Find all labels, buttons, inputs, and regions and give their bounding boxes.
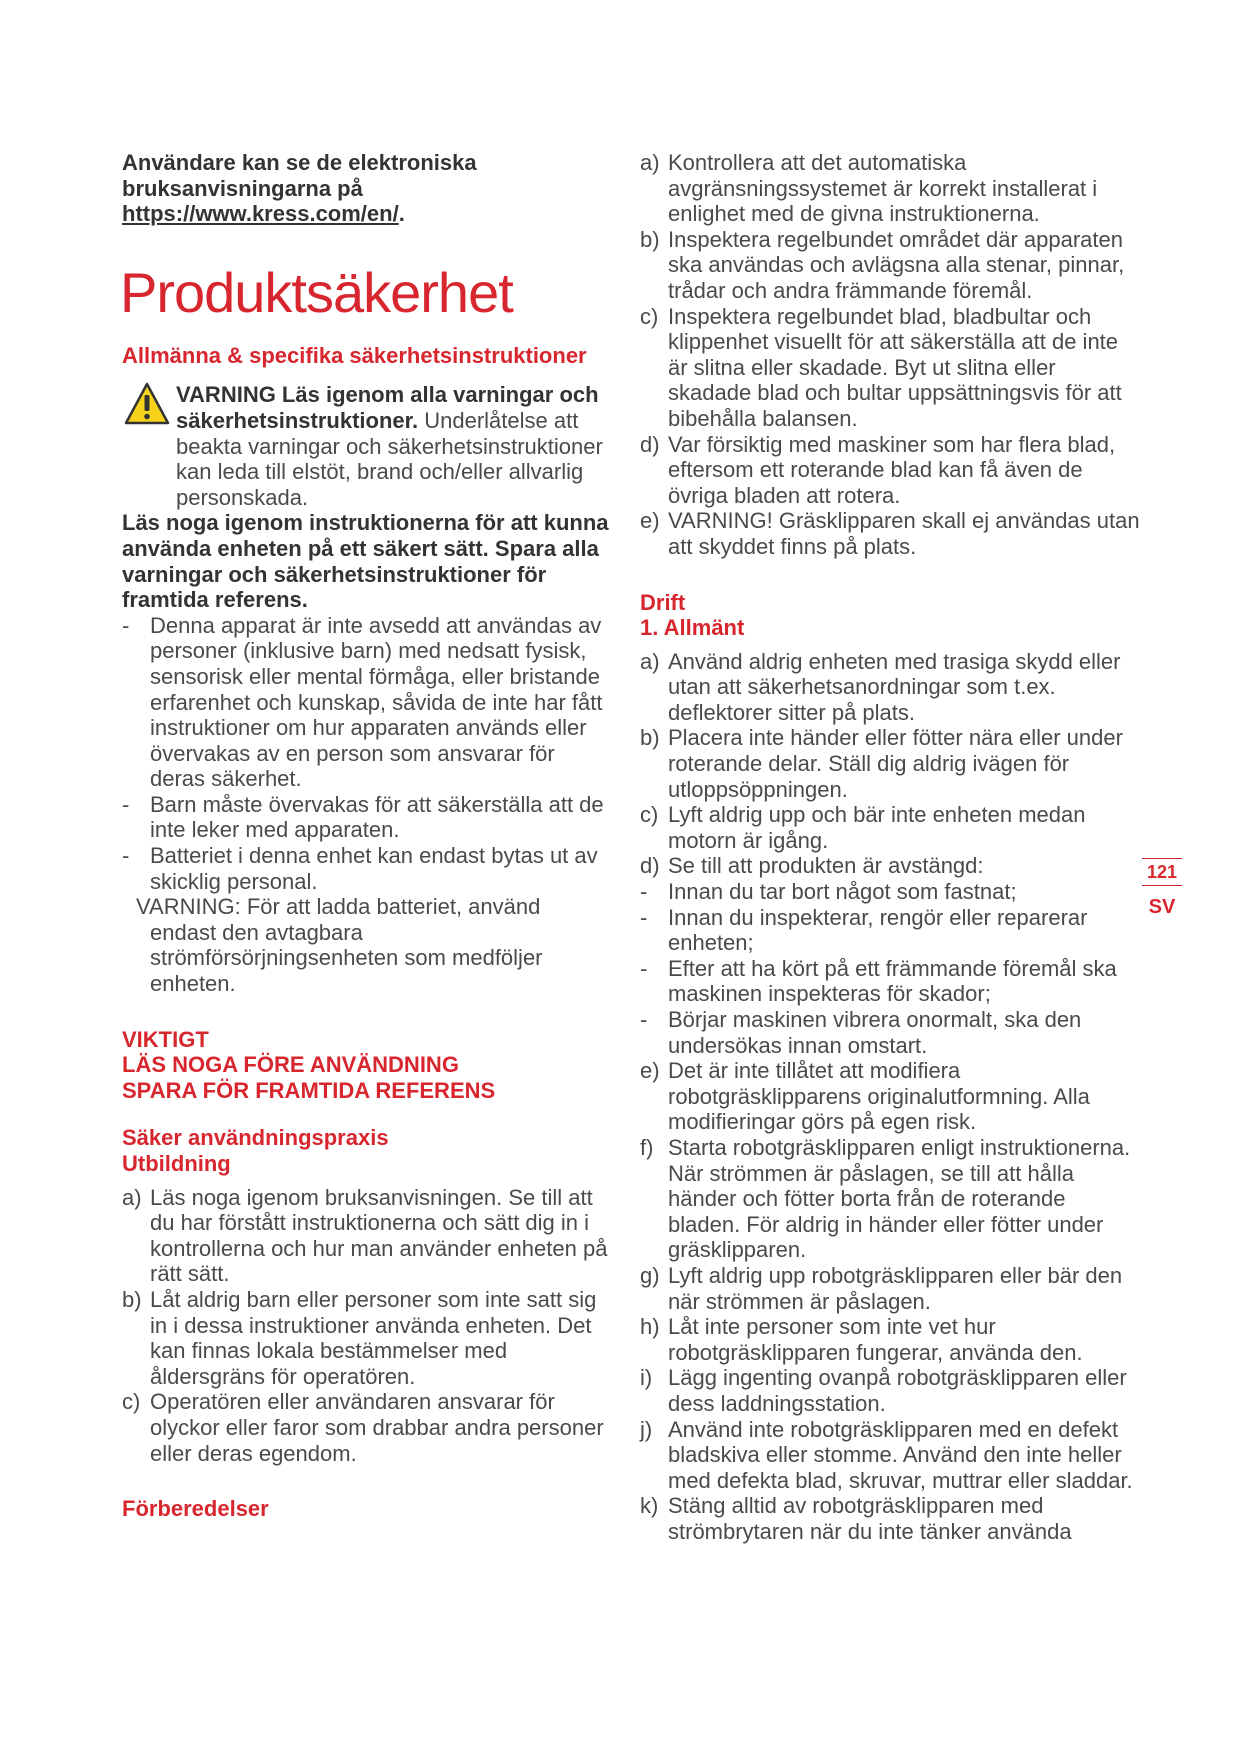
left-column: [122, 150, 612, 1522]
intro-text: Användare kan se de elektroniska bruksanvisningarna på: [122, 150, 477, 201]
list-item: i) Lägg ingenting ovanpå robotgräsklipparen eller dess laddningsstation.: [640, 1365, 1127, 1416]
important-line: VIKTIGT: [122, 1026, 209, 1052]
warning-bold: VARNING Läs igenom alla varningar och säkerhetsinstruktioner.: [176, 382, 599, 433]
list-item: - Barn måste övervakas för att säkerställa att de inte leker med apparaten.: [122, 791, 604, 843]
list-item: c) Operatören eller användaren ansvarar för olyckor eller faror som drabbar andra personer eller deras egendom.: [122, 1389, 604, 1466]
warning-text: Underlåtelse att beakta varningar och säkerhetsinstruktioner kan leda till elstöt, brand och/eller allvarlig personskada.: [176, 407, 603, 510]
list-item: - Denna apparat är inte avsedd att användas av personer (inklusive barn) med nedsatt fysisk, sensorisk eller mental förmåga, eller bristande erfarenhet och kunskap, såvida de inte har fått instruktioner om hur apparaten används eller övervakas av en person som ansvarar för deras säkerhet.: [122, 612, 603, 792]
important-line: SPARA FÖR FRAMTIDA REFERENS: [122, 1077, 496, 1103]
list-item: c) Lyft aldrig upp och bär inte enheten medan motorn är igång.: [640, 802, 1086, 853]
page-marker: [1142, 858, 1182, 919]
list-item: - Innan du inspekterar, rengör eller reparerar enheten;: [640, 904, 1088, 956]
page-title: Produktsäkerhet: [120, 260, 513, 324]
list-item: d) Se till att produkten är avstängd:: [640, 853, 984, 879]
right-column: [640, 150, 1140, 1544]
list-item: e) Det är inte tillåtet att modifiera robotgräsklipparens originalutformning. Alla modifieringar görs på egen risk.: [640, 1058, 1090, 1135]
list-item: j) Använd inte robotgräsklipparen med en defekt bladskiva eller stomme. Använd den inte heller med defekta blad, skruvar, muttrar eller sladdar.: [640, 1416, 1133, 1493]
list-item: b) Inspektera regelbundet området där apparaten ska användas och avlägsna alla stenar, pinnar, trådar och andra främmande föremål.: [640, 226, 1125, 303]
list-item: - Innan du tar bort något som fastnat;: [640, 879, 1017, 905]
list-item: k) Stäng alltid av robotgräsklipparen med strömbrytaren när du inte tänker använda: [640, 1493, 1072, 1544]
general-safety-heading: Allmänna & specifika säkerhetsinstruktioner: [122, 342, 587, 368]
list-item: - Efter att ha kört på ett främmande föremål ska maskinen inspekteras för skador;: [640, 955, 1117, 1007]
battery-warning: VARNING: För att ladda batteriet, använd endast den avtagbara strömförsörjningsenheten som medföljer enheten.: [136, 894, 543, 997]
read-instructions-note: Läs noga igenom instruktionerna för att kunna använda enheten på ett säkert sätt. Spara alla varningar och säkerhetsinstruktioner för framtida referens.: [122, 510, 609, 613]
list-item: e) VARNING! Gräsklipparen skall ej användas utan att skyddet finns på plats.: [640, 508, 1140, 559]
warning-paragraph: [122, 382, 612, 510]
intro-paragraph: [122, 150, 612, 227]
warning-triangle-icon: [124, 382, 170, 426]
drift-heading: Drift: [640, 589, 686, 615]
manual-link[interactable]: https://www.kress.com/en/: [122, 201, 399, 227]
preparation-heading: Förberedelser: [122, 1496, 269, 1522]
list-item: g) Lyft aldrig upp robotgräsklipparen eller bär den när strömmen är påslagen.: [640, 1262, 1123, 1314]
page-number: 121: [1142, 858, 1182, 886]
list-item: a) Läs noga igenom bruksanvisningen. Se till att du har förstått instruktionerna och sätt dig in i kontrollerna och hur man använder enheten på rätt sätt.: [122, 1184, 608, 1287]
safe-use-heading: Säker användningspraxis: [122, 1125, 389, 1151]
important-line: LÄS NOGA FÖRE ANVÄNDNING: [122, 1052, 459, 1078]
list-item: b) Placera inte händer eller fötter nära eller under roterande delar. Ställ dig aldrig ivägen för utloppsöppningen.: [640, 725, 1123, 802]
list-item: - Batteriet i denna enhet kan endast bytas ut av skicklig personal.: [122, 843, 598, 894]
list-item: - Börjar maskinen vibrera onormalt, ska den undersökas innan omstart.: [640, 1007, 1082, 1058]
general-subheading: 1. Allmänt: [640, 615, 745, 641]
list-item: d) Var försiktig med maskiner som har flera blad, eftersom ett roterande blad kan få även de övriga bladen att rotera.: [640, 431, 1116, 508]
list-item: f) Starta robotgräsklipparen enligt instruktionerna. När strömmen är påslagen, se till att hålla händer och fötter borta från de roterande bladen. För aldrig in händer eller fötter under gräsklipparen.: [640, 1134, 1131, 1263]
intro-end: .: [398, 201, 405, 227]
language-code: SV: [1148, 896, 1176, 918]
list-item: a) Kontrollera att det automatiska avgränsningssystemet är korrekt installerat i enlighet med de givna instruktionerna.: [640, 150, 1098, 227]
list-item: c) Inspektera regelbundet blad, bladbultar och klippenhet visuellt för att säkerställa att de inte är slitna eller skadade. Byt ut slitna eller skadade blad och bultar uppsättningsvis för att bibehålla balansen.: [640, 303, 1122, 431]
list-item: a) Använd aldrig enheten med trasiga skydd eller utan att säkerhetsanordningar som t.ex. deflektorer sitter på plats.: [640, 648, 1121, 725]
list-item: b) Låt aldrig barn eller personer som inte satt sig in i dessa instruktioner använda enheten. Det kan finnas lokala bestämmelser med åldersgräns för operatören.: [122, 1286, 597, 1389]
list-item: h) Låt inte personer som inte vet hur robotgräsklipparen fungerar, använda den.: [640, 1314, 1083, 1365]
training-heading: Utbildning: [122, 1151, 231, 1176]
